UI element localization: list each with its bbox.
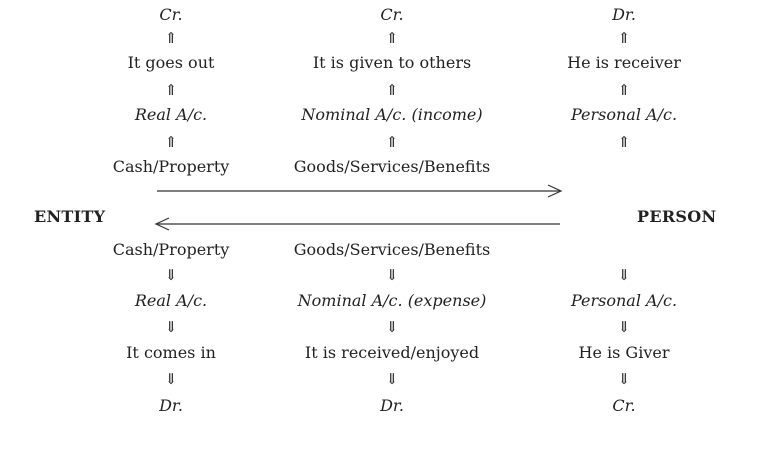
up-arrow-icon: ⇑ [164,81,178,99]
down-arrow-icon: ⇓ [164,370,178,388]
down-arrow-icon: ⇓ [617,370,631,388]
up-arrow-icon: ⇑ [164,133,178,151]
up-arrow-icon: ⇑ [385,133,399,151]
top-real-account: Real A/c. [134,105,208,124]
down-arrow-icon: ⇓ [385,318,399,336]
up-arrow-icon: ⇑ [617,81,631,99]
top-nominal-account: Nominal A/c. (income) [301,105,483,124]
bottom-real-account: Real A/c. [134,291,208,310]
down-arrow-icon: ⇓ [385,370,399,388]
arrow-to-entity [156,218,560,230]
top-real-rule: It goes out [127,53,215,72]
top-nominal-result: Cr. [380,5,404,24]
down-arrow-icon: ⇓ [617,318,631,336]
top-nominal-rule: It is given to others [312,53,472,72]
person-label: PERSON [637,207,717,226]
up-arrow-icon: ⇑ [385,29,399,47]
up-arrow-icon: ⇑ [385,81,399,99]
top-nominal-item: Goods/Services/Benefits [293,157,491,176]
bottom-real-result: Dr. [159,396,183,415]
bottom-real-item: Cash/Property [112,240,230,259]
down-arrow-icon: ⇓ [385,266,399,284]
bottom-nominal-result: Dr. [380,396,404,415]
bottom-real-rule: It comes in [126,343,216,362]
top-personal-result: Dr. [612,5,636,24]
top-personal-rule: He is receiver [567,53,681,72]
up-arrow-icon: ⇑ [617,133,631,151]
down-arrow-icon: ⇓ [164,266,178,284]
bottom-nominal-rule: It is received/enjoyed [304,343,480,362]
up-arrow-icon: ⇑ [164,29,178,47]
bottom-personal-rule: He is Giver [578,343,670,362]
down-arrow-icon: ⇓ [617,266,631,284]
up-arrow-icon: ⇑ [617,29,631,47]
top-real-item: Cash/Property [112,157,230,176]
bottom-personal-result: Cr. [612,396,636,415]
bottom-nominal-item: Goods/Services/Benefits [293,240,491,259]
bottom-personal-account: Personal A/c. [570,291,678,310]
entity-label: ENTITY [34,207,106,226]
bottom-nominal-account: Nominal A/c. (expense) [297,291,487,310]
arrow-to-person [157,185,561,197]
down-arrow-icon: ⇓ [164,318,178,336]
top-personal-account: Personal A/c. [570,105,678,124]
top-real-result: Cr. [159,5,183,24]
